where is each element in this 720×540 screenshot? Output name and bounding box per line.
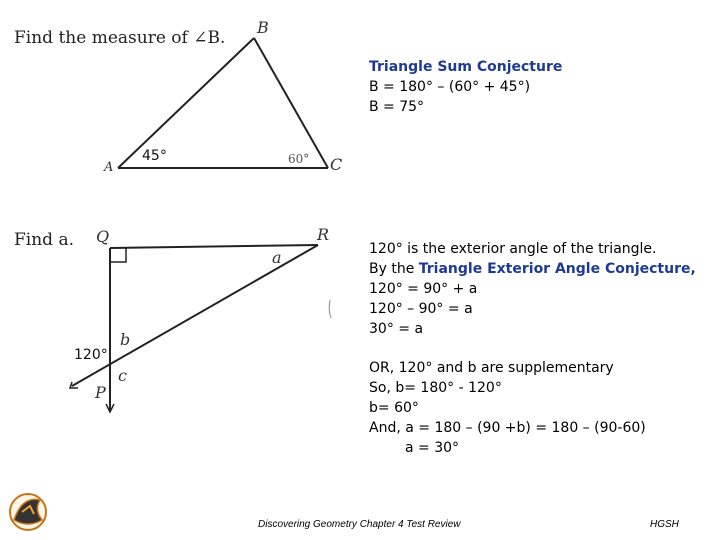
triangle-pqr [70, 245, 331, 412]
alt-line5: a = 30° [405, 440, 460, 456]
solution1-line1: B = 180° – (60° + 45°) [369, 79, 531, 95]
vertex-a-label: A [104, 160, 114, 175]
problem2-solution [369, 239, 696, 458]
vertex-r-label: R [317, 225, 330, 244]
footer-course: Discovering Geometry Chapter 4 Test Review [258, 519, 461, 530]
angle-c-label: 60° [288, 152, 310, 166]
solution2-line1: 120° is the exterior angle of the triangle. [369, 241, 657, 257]
solution2-line3: 120° = 90° + a [369, 281, 478, 297]
stray-mark [329, 300, 331, 318]
vertex-c-label: C [330, 155, 343, 174]
solution2-line4: 120° – 90° = a [369, 301, 473, 317]
solution1-line2: B = 75° [369, 99, 425, 115]
triangle-sum-title: Triangle Sum Conjecture [369, 59, 563, 75]
alt-line1: OR, 120° and b are supplementary [369, 360, 614, 376]
angle-b-symbol: b [120, 330, 131, 349]
side-bc [254, 38, 328, 168]
exterior-angle-conjecture: Triangle Exterior Angle Conjecture, [418, 261, 696, 277]
alt-line4: And, a = 180 – (90 +b) = 180 – (90-60) [369, 420, 646, 436]
problem1-prompt: Find the measure of ∠B. [14, 28, 226, 48]
angle-a-symbol: a [272, 248, 282, 267]
hornet-logo [10, 494, 46, 530]
side-ab [118, 38, 254, 168]
alt-line2: So, b= 180° - 120° [369, 380, 502, 396]
vertex-b-label: B [257, 18, 269, 37]
footer-school: HGSH [650, 519, 679, 530]
side-qr [110, 245, 318, 248]
vertex-q-label: Q [96, 227, 110, 246]
vertex-p-label: P [95, 383, 106, 402]
solution2-line2 [369, 259, 696, 279]
exterior-angle-label: 120° [74, 347, 108, 363]
alt-line3: b= 60° [369, 400, 419, 416]
solution2-line5: 30° = a [369, 321, 424, 337]
angle-a-label: 45° [142, 148, 167, 164]
problem2-prompt: Find a. [14, 230, 75, 250]
angle-c-symbol: c [118, 366, 127, 385]
solution2-line2-prefix: By the [369, 261, 419, 277]
problem1-solution [369, 57, 562, 117]
right-angle-marker [110, 248, 126, 262]
